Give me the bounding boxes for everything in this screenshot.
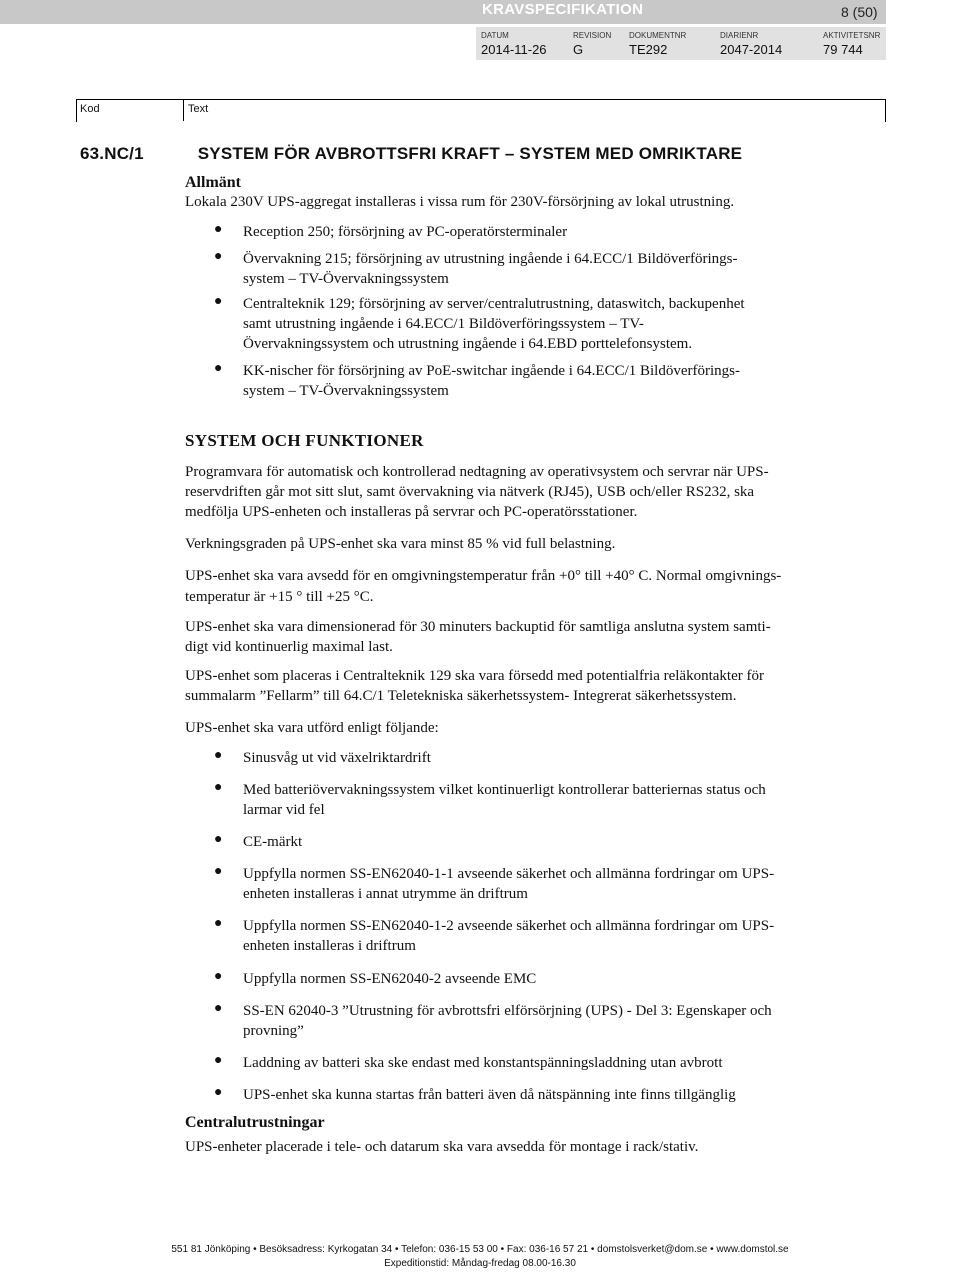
list-item-continuation: provning” bbox=[243, 1023, 304, 1039]
bullet-icon: ● bbox=[214, 832, 223, 847]
list-item: SS-EN 62040-3 ”Utrustning för avbrottsfri elförsörjning (UPS) - Del 3: Egenskaper och bbox=[243, 1003, 772, 1019]
bullet-icon: ● bbox=[214, 1053, 223, 1068]
bullet-icon: ● bbox=[214, 249, 223, 264]
date-value: 2014-11-26 bbox=[481, 42, 547, 57]
header-band bbox=[0, 0, 886, 24]
paragraph-line: digt vid kontinuerlig maximal last. bbox=[185, 639, 393, 655]
section-code: 63.NC/1 bbox=[80, 144, 144, 163]
page-number: 8 (50) bbox=[841, 4, 878, 20]
list-item: CE-märkt bbox=[243, 834, 303, 850]
section-name: SYSTEM FÖR AVBROTTSFRI KRAFT – SYSTEM MED OMRIKTARE bbox=[197, 144, 743, 163]
list-item: UPS-enhet ska kunna startas från batteri även då nätspänning inte finns tillgänglig bbox=[243, 1087, 736, 1103]
list-item: Uppfylla normen SS-EN62040-1-2 avseende säkerhet och allmänna fordringar om UPS- bbox=[243, 918, 775, 934]
activity-number-label: AKTIVITETSNR bbox=[823, 31, 881, 40]
system-heading: SYSTEM OCH FUNKTIONER bbox=[185, 431, 424, 450]
paragraph-line: UPS-enhet som placeras i Centralteknik 129 ska vara försedd med potentialfria reläkontakter för bbox=[185, 668, 764, 684]
paragraph-line: summalarm ”Fellarm” till 64.C/1 Teletekniska säkerhetssystem- Integrerat säkerhetssystem. bbox=[185, 688, 737, 704]
paragraph-line: UPS-enhet ska vara utförd enligt följande: bbox=[185, 720, 439, 736]
bullet-icon: ● bbox=[214, 748, 223, 763]
list-item: Uppfylla normen SS-EN62040-2 avseende EMC bbox=[243, 971, 537, 987]
paragraph-line: reservdriften går mot sitt slut, samt övervakning via nätverk (RJ45), USB och/eller RS232, ska bbox=[185, 484, 755, 500]
diary-number-label: DIARIENR bbox=[720, 31, 759, 40]
list-item: Sinusvåg ut vid växelriktardrift bbox=[243, 750, 431, 766]
list-item: Centralteknik 129; försörjning av server/centralutrustning, dataswitch, backupenhet bbox=[243, 296, 745, 312]
list-item-continuation: system – TV-Övervakningssystem bbox=[243, 271, 449, 287]
list-item-continuation: enheten installeras i driftrum bbox=[243, 938, 416, 954]
list-item: Med batteriövervakningssystem vilket kontinuerligt kontrollerar batteriernas status och bbox=[243, 782, 766, 798]
paragraph-line: temperatur är +15 ° till +25 °C. bbox=[185, 589, 374, 605]
bullet-icon: ● bbox=[214, 1085, 223, 1100]
section-title bbox=[80, 144, 742, 164]
paragraph-line: UPS-enhet ska vara avsedd för en omgivningstemperatur från +0° till +40° C. Normal omgivnings- bbox=[185, 568, 782, 584]
revision-label: REVISION bbox=[573, 31, 612, 40]
list-item: Uppfylla normen SS-EN62040-1-1 avseende säkerhet och allmänna fordringar om UPS- bbox=[243, 866, 775, 882]
bullet-icon: ● bbox=[214, 361, 223, 376]
list-item-continuation: larmar vid fel bbox=[243, 802, 325, 818]
document-number-value: TE292 bbox=[629, 42, 668, 57]
bullet-icon: ● bbox=[214, 780, 223, 795]
list-item-continuation: system – TV-Övervakningssystem bbox=[243, 383, 449, 399]
column-kod-label: Kod bbox=[80, 103, 100, 115]
date-label: DATUM bbox=[481, 31, 509, 40]
list-item: KK-nischer för försörjning av PoE-switchar ingående i 64.ECC/1 Bildöverförings- bbox=[243, 363, 740, 379]
bullet-icon: ● bbox=[214, 222, 223, 237]
document-number-label: DOKUMENTNR bbox=[629, 31, 687, 40]
list-item-continuation: Övervakningssystem och utrustning ingående i 64.EBD porttelefonsystem. bbox=[243, 336, 693, 352]
footer-address: 551 81 Jönköping • Besöksadress: Kyrkogatan 34 • Telefon: 036-15 53 00 • Fax: 036-16 57 21 • domstolsverket@dom.se • www.domstol.se bbox=[171, 1244, 789, 1255]
paragraph-line: UPS-enhet ska vara dimensionerad för 30 minuters backuptid för samtliga anslutna system samti- bbox=[185, 619, 771, 635]
paragraph-line: medfölja UPS-enheten och installeras på servrar och PC-operatörsstationer. bbox=[185, 504, 638, 520]
bullet-icon: ● bbox=[214, 969, 223, 984]
bullet-icon: ● bbox=[214, 1001, 223, 1016]
central-text: UPS-enheter placerade i tele- och datarum ska vara avsedda för montage i rack/stativ. bbox=[185, 1139, 699, 1155]
document-title: KRAVSPECIFIKATION bbox=[482, 1, 644, 18]
bullet-icon: ● bbox=[214, 294, 223, 309]
diary-number-value: 2047-2014 bbox=[720, 42, 783, 57]
bullet-icon: ● bbox=[214, 864, 223, 879]
central-heading: Centralutrustningar bbox=[185, 1114, 325, 1131]
activity-number-value: 79 744 bbox=[823, 42, 863, 57]
allmant-intro: Lokala 230V UPS-aggregat installeras i vissa rum för 230V-försörjning av lokal utrustning. bbox=[185, 194, 735, 210]
list-item: Reception 250; försörjning av PC-operatörsterminaler bbox=[243, 224, 568, 240]
paragraph-line: Programvara för automatisk och kontrollerad nedtagning av operativsystem och servrar när UPS- bbox=[185, 464, 769, 480]
footer-hours: Expeditionstid: Måndag-fredag 08.00-16.30 bbox=[384, 1258, 576, 1269]
list-item: Laddning av batteri ska ske endast med konstantspänningsladdning utan avbrott bbox=[243, 1055, 723, 1071]
revision-value: G bbox=[573, 42, 584, 57]
list-item: Övervakning 215; försörjning av utrustning ingående i 64.ECC/1 Bildöverförings- bbox=[243, 251, 738, 267]
list-item-continuation: samt utrustning ingående i 64.ECC/1 Bildöverföringssystem – TV- bbox=[243, 316, 644, 332]
paragraph-line: Verkningsgraden på UPS-enhet ska vara minst 85 % vid full belastning. bbox=[185, 536, 616, 552]
allmant-heading: Allmänt bbox=[185, 174, 241, 191]
bullet-icon: ● bbox=[214, 916, 223, 931]
column-divider bbox=[183, 99, 184, 121]
column-text-label: Text bbox=[188, 103, 209, 115]
list-item-continuation: enheten installeras i annat utrymme än driftrum bbox=[243, 886, 528, 902]
